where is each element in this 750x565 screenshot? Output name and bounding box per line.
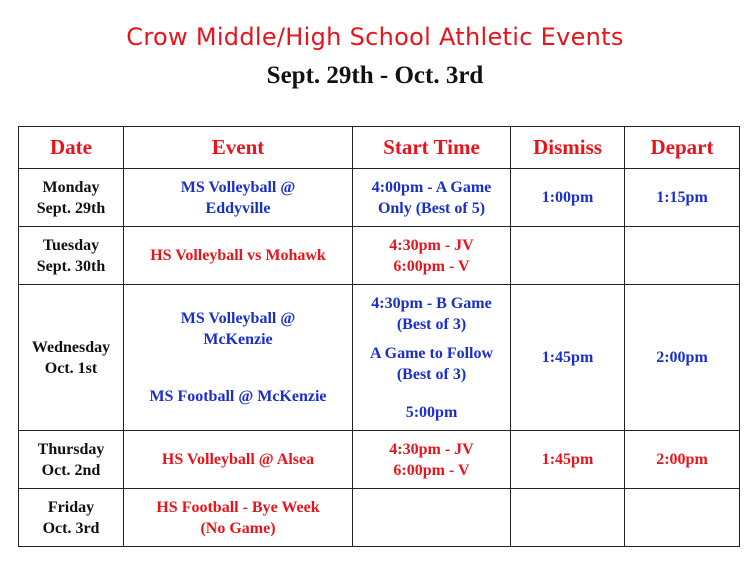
date-range-subtitle: Sept. 29th - Oct. 3rd	[266, 62, 484, 89]
day-date: Oct. 2nd	[41, 461, 101, 479]
event-cell	[124, 169, 353, 227]
start-line: (Best of 3)	[396, 365, 467, 383]
depart-cell	[625, 227, 740, 285]
start-line: 6:00pm - V	[393, 461, 470, 479]
start-time-cell	[353, 489, 511, 547]
start-line: (Best of 3)	[396, 315, 467, 333]
schedule-table	[18, 126, 740, 547]
day-name: Friday	[47, 498, 95, 516]
spacer	[128, 368, 348, 386]
date-cell	[19, 489, 124, 547]
event-line: MS Football @ McKenzie	[149, 388, 327, 405]
event-line: HS Volleyball @ Alsea	[161, 451, 315, 468]
dismiss-cell: 1:45pm	[511, 431, 625, 489]
column-header-start-time: Start Time	[353, 127, 511, 169]
start-line: 4:30pm - JV	[389, 440, 474, 458]
column-header-event: Event	[124, 127, 353, 169]
depart-cell: 1:15pm	[625, 169, 740, 227]
start-time-cell	[353, 169, 511, 227]
start-time-cell	[353, 227, 511, 285]
event-line: MS Volleyball @	[180, 310, 296, 327]
table-row	[19, 431, 740, 489]
dismiss-cell	[511, 489, 625, 547]
column-header-dismiss: Dismiss	[511, 127, 625, 169]
start-line: A Game to Follow	[369, 344, 494, 362]
column-header-date: Date	[19, 127, 124, 169]
spacer	[357, 385, 506, 402]
event-cell	[124, 285, 353, 431]
day-date: Sept. 30th	[36, 257, 106, 275]
column-header-depart: Depart	[625, 127, 740, 169]
event-line: HS Volleyball vs Mohawk	[150, 247, 326, 264]
depart-cell	[625, 489, 740, 547]
day-name: Thursday	[37, 440, 105, 458]
table-row	[19, 227, 740, 285]
header-row	[19, 127, 740, 169]
day-date: Oct. 1st	[44, 359, 98, 377]
day-name: Tuesday	[42, 236, 100, 254]
event-cell	[124, 227, 353, 285]
day-name: Wednesday	[31, 338, 111, 356]
date-cell	[19, 169, 124, 227]
dismiss-cell	[511, 227, 625, 285]
day-date: Sept. 29th	[36, 199, 106, 217]
dismiss-cell: 1:00pm	[511, 169, 625, 227]
event-cell	[124, 489, 353, 547]
event-line: McKenzie	[203, 331, 273, 348]
day-name: Monday	[42, 178, 100, 196]
start-line: 6:00pm - V	[393, 257, 470, 275]
start-line: 5:00pm	[405, 403, 458, 421]
table-row	[19, 285, 740, 431]
event-line: MS Volleyball @	[180, 178, 296, 196]
spacer	[357, 335, 506, 343]
start-time-cell	[353, 431, 511, 489]
event-line: Eddyville	[205, 199, 271, 217]
start-line: 4:30pm - B Game	[371, 294, 492, 312]
depart-cell: 2:00pm	[625, 431, 740, 489]
day-date: Oct. 3rd	[42, 519, 100, 537]
table-row	[19, 489, 740, 547]
date-cell	[19, 431, 124, 489]
event-cell	[124, 431, 353, 489]
spacer	[128, 350, 348, 368]
date-cell	[19, 227, 124, 285]
start-line: Only (Best of 5)	[377, 199, 486, 217]
dismiss-cell: 1:45pm	[511, 285, 625, 431]
depart-cell: 2:00pm	[625, 285, 740, 431]
table-row	[19, 169, 740, 227]
event-line: (No Game)	[200, 519, 276, 537]
event-line: HS Football - Bye Week	[156, 498, 320, 516]
page-title: Crow Middle/High School Athletic Events	[126, 23, 624, 51]
start-line: 4:00pm - A Game	[371, 178, 492, 196]
start-time-cell	[353, 285, 511, 431]
start-line: 4:30pm - JV	[389, 236, 474, 254]
date-cell	[19, 285, 124, 431]
